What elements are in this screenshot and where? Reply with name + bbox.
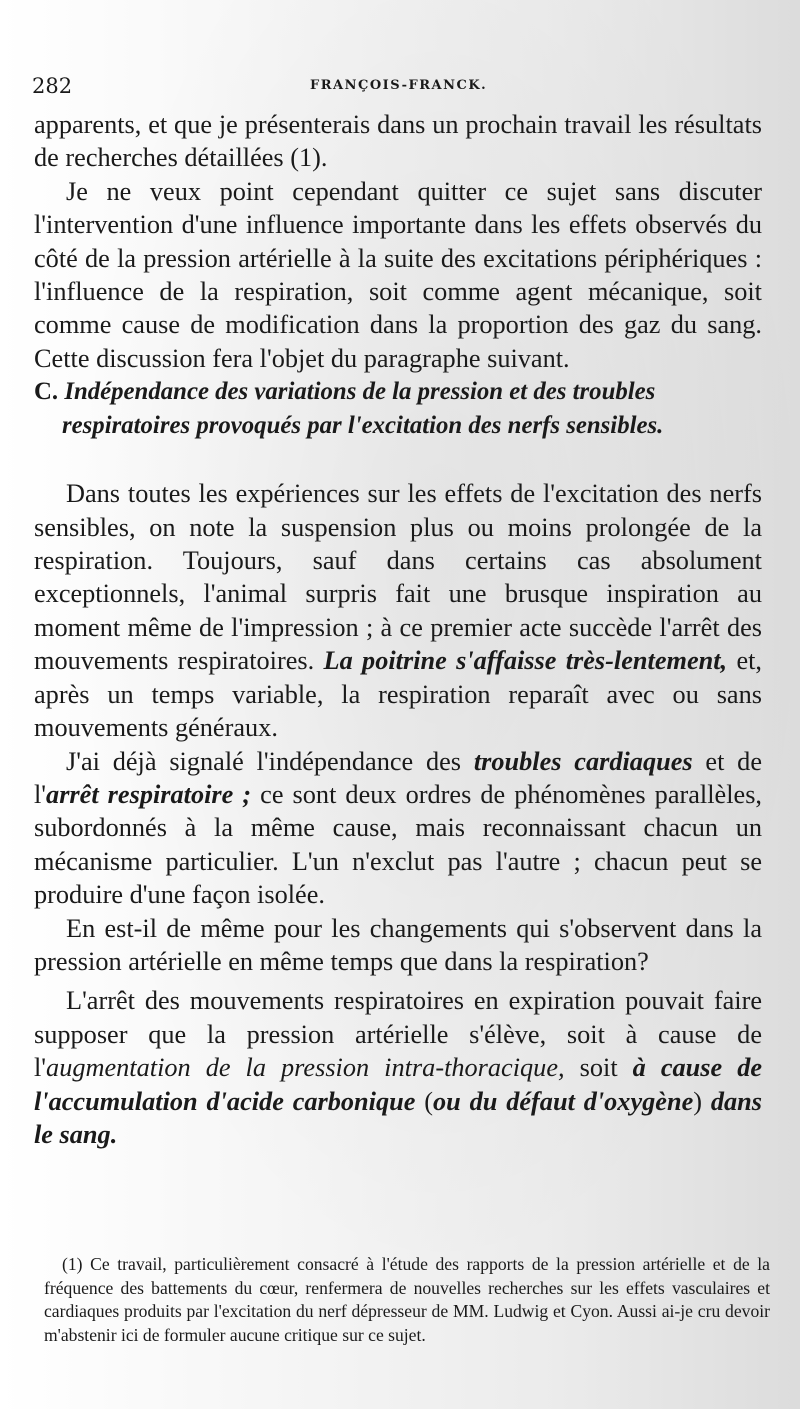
p4-emphasis-cardiac: troubles cardiaques: [473, 746, 693, 776]
section-title-line2: respiratoires provoqués par l'excitation des nerfs sensibles.: [62, 412, 664, 440]
paragraph-independence: [34, 745, 762, 912]
page-number: 282: [32, 74, 73, 98]
p6-emphasis-oxygen: ou du défaut d'oxygène: [433, 1086, 694, 1116]
p4-text-c: ce sont deux ordres de phénomènes parallèles, subordonnés à la même cause, mais reconnaissant chacun un mécanisme particulier. L'un n'exclut pas l'autre ; chacun peut se produire d'une façon isolée.: [34, 779, 762, 910]
p6-emphasis-pressure: augmentation de la pression intra-thoracique,: [46, 1053, 565, 1083]
paragraph-question: En est-il de même pour les changements qui s'observent dans la pression artérielle en même temps que dans la respiration?: [34, 913, 762, 976]
footnote: (1) Ce travail, particulièrement consacré à l'étude des rapports de la pression artérielle et de la fréquence des battements du cœur, renfermera de nouvelles recherches sur les effets vasculaires et cardiaques produits par l'excitation du nerf dépresseur de MM. Ludwig et Cyon. Aussi ai-je cru devoir m'abstenir ici de formuler aucune critique sur ce sujet.: [44, 1254, 770, 1345]
p6-emphasis-blood: dans le sang.: [34, 1086, 762, 1149]
p6-text-b: soit: [579, 1053, 618, 1083]
paragraph-continuation: apparents, et que je présenterais dans un prochain travail les résultats de recherches détaillées (1).: [34, 110, 762, 173]
p6-close-paren: ): [693, 1086, 703, 1116]
page-header: [32, 74, 760, 98]
p3-emphasis: La poitrine s'affaisse très-lentement,: [323, 646, 728, 676]
p6-text-a: L'arrêt des mouvements respiratoires en expiration pouvait faire supposer que la pression artérielle s'élève, soit à cause de l': [34, 986, 762, 1083]
running-head: FRANÇOIS-FRANCK.: [310, 78, 488, 93]
paragraph-discussion: Je ne veux point cependant quitter ce sujet sans discuter l'intervention d'une influence importante dans les effets observés du côté de la pression artérielle à la suite des excitations périphériques : l'influence de la respiration, soit comme agent mécanique, soit comme cause de modification dans la proportion des gaz du sang. Cette discussion fera l'objet du paragraphe suivant.: [34, 176, 762, 373]
paragraph-supposition: [34, 984, 762, 1151]
p3-text-b: et, après un temps variable, la respiration reparaît avec ou sans mouvements généraux.: [34, 646, 763, 743]
section-letter: C.: [34, 378, 59, 406]
p4-text-b: et de l': [34, 746, 763, 809]
p4-text-a: J'ai déjà signalé l'indépendance des: [66, 746, 462, 776]
p3-text-a: Dans toutes les expériences sur les effets de l'excitation des nerfs sensibles, on note la suspension plus ou moins prolongée de la respiration. Toujours, sauf dans certains cas absolument exceptionnels, l'animal surpris fait une brusque inspiration au moment même de l'impression ; à ce premier acte succède l'arrêt des mouvements respiratoires.: [34, 479, 762, 676]
section-heading: [34, 375, 762, 443]
paragraph-experiments: [34, 477, 762, 744]
body-text: [34, 108, 762, 1151]
p4-emphasis-respiratory: arrêt respiratoire ;: [46, 779, 252, 809]
p6-emphasis-carbonic: à cause de l'accumulation d'acide carbonique: [34, 1053, 763, 1116]
p6-open-paren: (: [424, 1086, 434, 1116]
section-title-line1: Indépendance des variations de la pression et des troubles: [64, 378, 656, 406]
